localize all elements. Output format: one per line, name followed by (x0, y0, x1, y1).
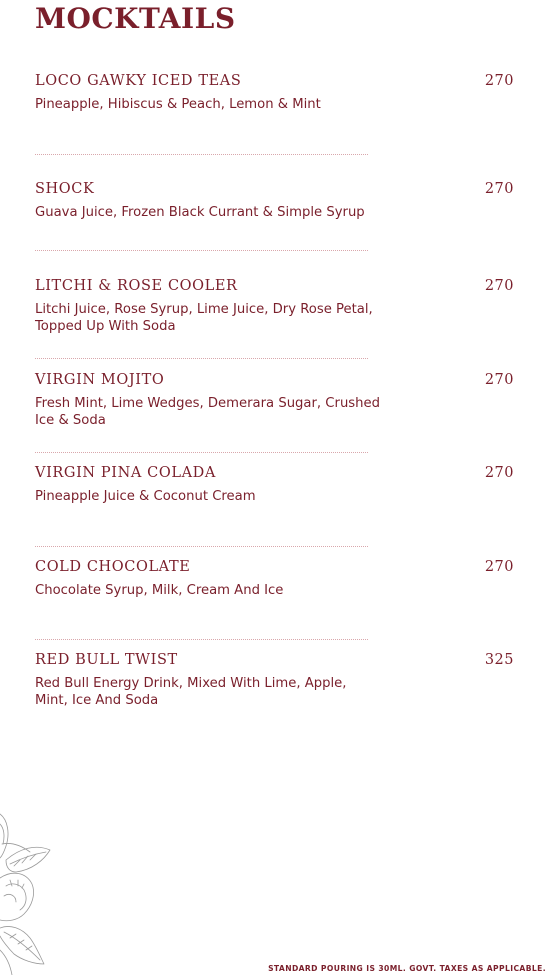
item-price: 270 (484, 559, 514, 575)
item-price: 270 (484, 278, 514, 294)
item-name: VIRGIN PINA COLADA (35, 465, 216, 481)
item-name: SHOCK (35, 181, 95, 197)
item-description: Litchi Juice, Rose Syrup, Lime Juice, Dry Rose Petal, Topped Up With Soda (35, 302, 373, 334)
item-name: VIRGIN MOJITO (35, 372, 165, 388)
item-divider (35, 546, 368, 547)
item-name: COLD CHOCOLATE (35, 559, 191, 575)
item-divider (35, 639, 368, 640)
item-description: Pineapple Juice & Coconut Cream (35, 489, 256, 504)
item-price: 270 (484, 372, 514, 388)
item-description: Pineapple, Hibiscus & Peach, Lemon & Mint (35, 97, 321, 112)
item-divider (35, 452, 368, 453)
flower-illustration-icon (0, 800, 60, 975)
item-price: 325 (484, 652, 514, 668)
item-description: Chocolate Syrup, Milk, Cream And Ice (35, 583, 284, 598)
item-name: LOCO GAWKY ICED TEAS (35, 73, 242, 89)
item-description: Red Bull Energy Drink, Mixed With Lime, Apple, Mint, Ice And Soda (35, 676, 347, 708)
item-divider (35, 358, 368, 359)
item-name: LITCHI & ROSE COOLER (35, 278, 238, 294)
item-description: Fresh Mint, Lime Wedges, Demerara Sugar, Crushed Ice & Soda (35, 396, 381, 428)
item-name: RED BULL TWIST (35, 652, 178, 668)
item-divider (35, 154, 368, 155)
item-price: 270 (484, 181, 514, 197)
page-title: MOCKTAILS (35, 2, 236, 35)
item-description: Guava Juice, Frozen Black Currant & Simple Syrup (35, 205, 365, 220)
item-divider (35, 250, 368, 251)
footer-note: STANDARD POURING IS 30ML. GOVT. TAXES AS APPLICABLE. (268, 964, 546, 973)
item-price: 270 (484, 465, 514, 481)
item-price: 270 (484, 73, 514, 89)
